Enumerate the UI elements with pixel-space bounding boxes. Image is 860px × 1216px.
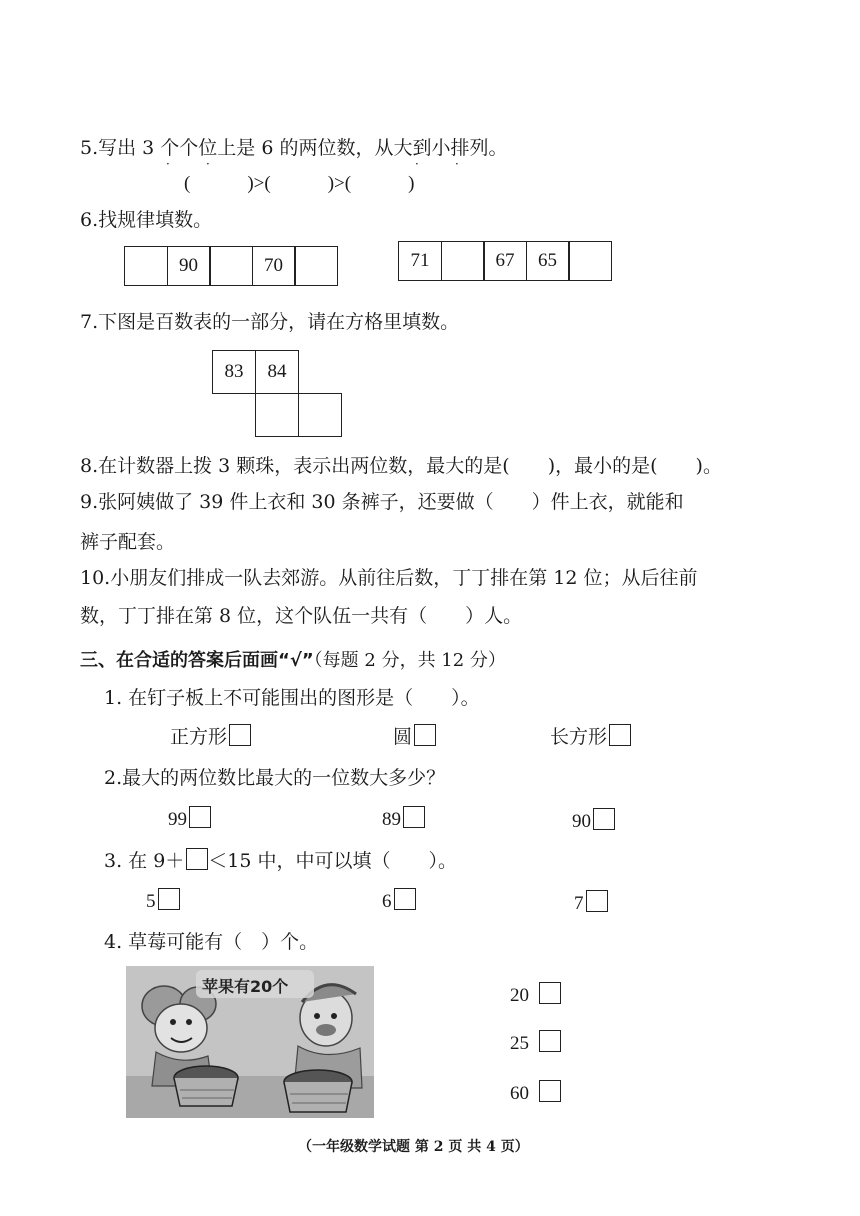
option-label: 20 xyxy=(510,985,529,1006)
seq-cell[interactable] xyxy=(294,246,338,286)
hundred-chart-cell: 83 xyxy=(212,350,256,394)
s3q4-text: 4. 草莓可能有（ ）个。 xyxy=(104,931,319,953)
option-label: 5 xyxy=(146,891,156,912)
s3q4-option-3 xyxy=(510,1080,561,1105)
equation-blank-box[interactable] xyxy=(186,848,208,870)
option-label: 90 xyxy=(572,811,591,832)
s3q1-option-3 xyxy=(550,722,631,749)
emphasis-dots: · xyxy=(206,157,210,171)
s3q3-text xyxy=(104,848,457,873)
seq-cell: 71 xyxy=(398,241,442,281)
answer-checkbox[interactable] xyxy=(158,888,180,910)
s3q1-text: 1. 在钉子板上不可能围出的图形是（ ）。 xyxy=(104,687,480,709)
s3q2-option-2 xyxy=(382,806,425,831)
q7-text: 7.下图是百数表的一部分，请在方格里填数。 xyxy=(80,311,460,333)
q6-sequence-1 xyxy=(124,246,338,286)
seq-cell[interactable] xyxy=(124,246,168,286)
s3q4-option-2 xyxy=(510,1030,561,1055)
strawberry-picture xyxy=(126,966,374,1118)
section-3-note: （每题 2 分，共 12 分） xyxy=(313,650,506,671)
answer-checkbox[interactable] xyxy=(229,724,251,746)
seq-cell: 90 xyxy=(167,246,211,286)
answer-checkbox[interactable] xyxy=(609,724,631,746)
s3q3-option-2 xyxy=(382,888,416,913)
s3q3-option-1 xyxy=(146,888,180,913)
s3q2-text: 2.最大的两位数比最大的一位数大多少？ xyxy=(104,767,446,789)
hundred-chart-cell[interactable] xyxy=(255,393,299,437)
q5-text: 5.写出 3 个个位上是 6 的两位数，从大到小排列。 xyxy=(80,137,508,159)
option-label: 25 xyxy=(510,1033,529,1054)
q6-text: 6.找规律填数。 xyxy=(80,209,213,231)
s3q1-option-2 xyxy=(393,722,436,749)
answer-checkbox[interactable] xyxy=(414,724,436,746)
section-3-heading xyxy=(80,646,506,672)
seq-cell: 67 xyxy=(483,241,527,281)
s3q1-option-1 xyxy=(170,722,251,749)
answer-checkbox[interactable] xyxy=(403,806,425,828)
answer-checkbox[interactable] xyxy=(539,982,561,1004)
emphasis-dots: · xyxy=(415,157,419,171)
q8-text: 8.在计数器上拨 3 颗珠，表示出两位数，最大的是( )，最小的是( )。 xyxy=(80,455,722,477)
q6-sequence-2 xyxy=(398,241,612,281)
answer-checkbox[interactable] xyxy=(189,806,211,828)
s3q3-text-post: ＜15 中，中可以填（ ）。 xyxy=(208,850,458,872)
answer-checkbox[interactable] xyxy=(586,890,608,912)
s3q2-option-1 xyxy=(168,806,211,831)
seq-cell[interactable] xyxy=(209,246,253,286)
q10-line-1: 10.小朋友们排成一队去郊游。从前往后数，丁丁排在第 12 位；从后往前 xyxy=(80,567,698,589)
section-3-title: 三、在合适的答案后面画“√” xyxy=(80,650,314,671)
option-label: 89 xyxy=(382,809,401,830)
answer-checkbox[interactable] xyxy=(539,1030,561,1052)
option-label: 60 xyxy=(510,1083,529,1104)
option-label: 正方形 xyxy=(170,726,228,748)
hundred-chart-cell: 84 xyxy=(255,350,299,394)
q5-answer-blanks[interactable]: ( )>( )>( ) xyxy=(184,173,415,194)
q10-line-2: 数，丁丁排在第 8 位，这个队伍一共有（ ）人。 xyxy=(80,605,523,627)
emphasis-dots: · xyxy=(455,157,459,171)
seq-cell: 65 xyxy=(526,241,570,281)
s3q3-option-3 xyxy=(574,890,608,915)
hundred-chart-cell[interactable] xyxy=(298,393,342,437)
option-label: 7 xyxy=(574,893,584,914)
s3q4-option-1 xyxy=(510,982,561,1007)
page-footer: （一年级数学试题 第 2 页 共 4 页） xyxy=(298,1139,529,1155)
s3q3-text-pre: 3. 在 9＋ xyxy=(104,850,185,872)
answer-checkbox[interactable] xyxy=(394,888,416,910)
option-label: 99 xyxy=(168,809,187,830)
emphasis-dots: · xyxy=(166,157,170,171)
option-label: 6 xyxy=(382,891,392,912)
seq-cell[interactable] xyxy=(441,241,485,281)
s3q2-option-3 xyxy=(572,808,615,833)
answer-checkbox[interactable] xyxy=(539,1080,561,1102)
seq-cell: 70 xyxy=(252,246,296,286)
q9-line-1: 9.张阿姨做了 39 件上衣和 30 条裤子，还要做（ ）件上衣，就能和 xyxy=(80,491,684,513)
seq-cell[interactable] xyxy=(568,241,612,281)
option-label: 圆 xyxy=(393,726,413,748)
answer-checkbox[interactable] xyxy=(593,808,615,830)
picture-caption: 苹果有20个 xyxy=(202,977,289,996)
option-label: 长方形 xyxy=(550,726,608,748)
q9-line-2: 裤子配套。 xyxy=(80,531,176,553)
